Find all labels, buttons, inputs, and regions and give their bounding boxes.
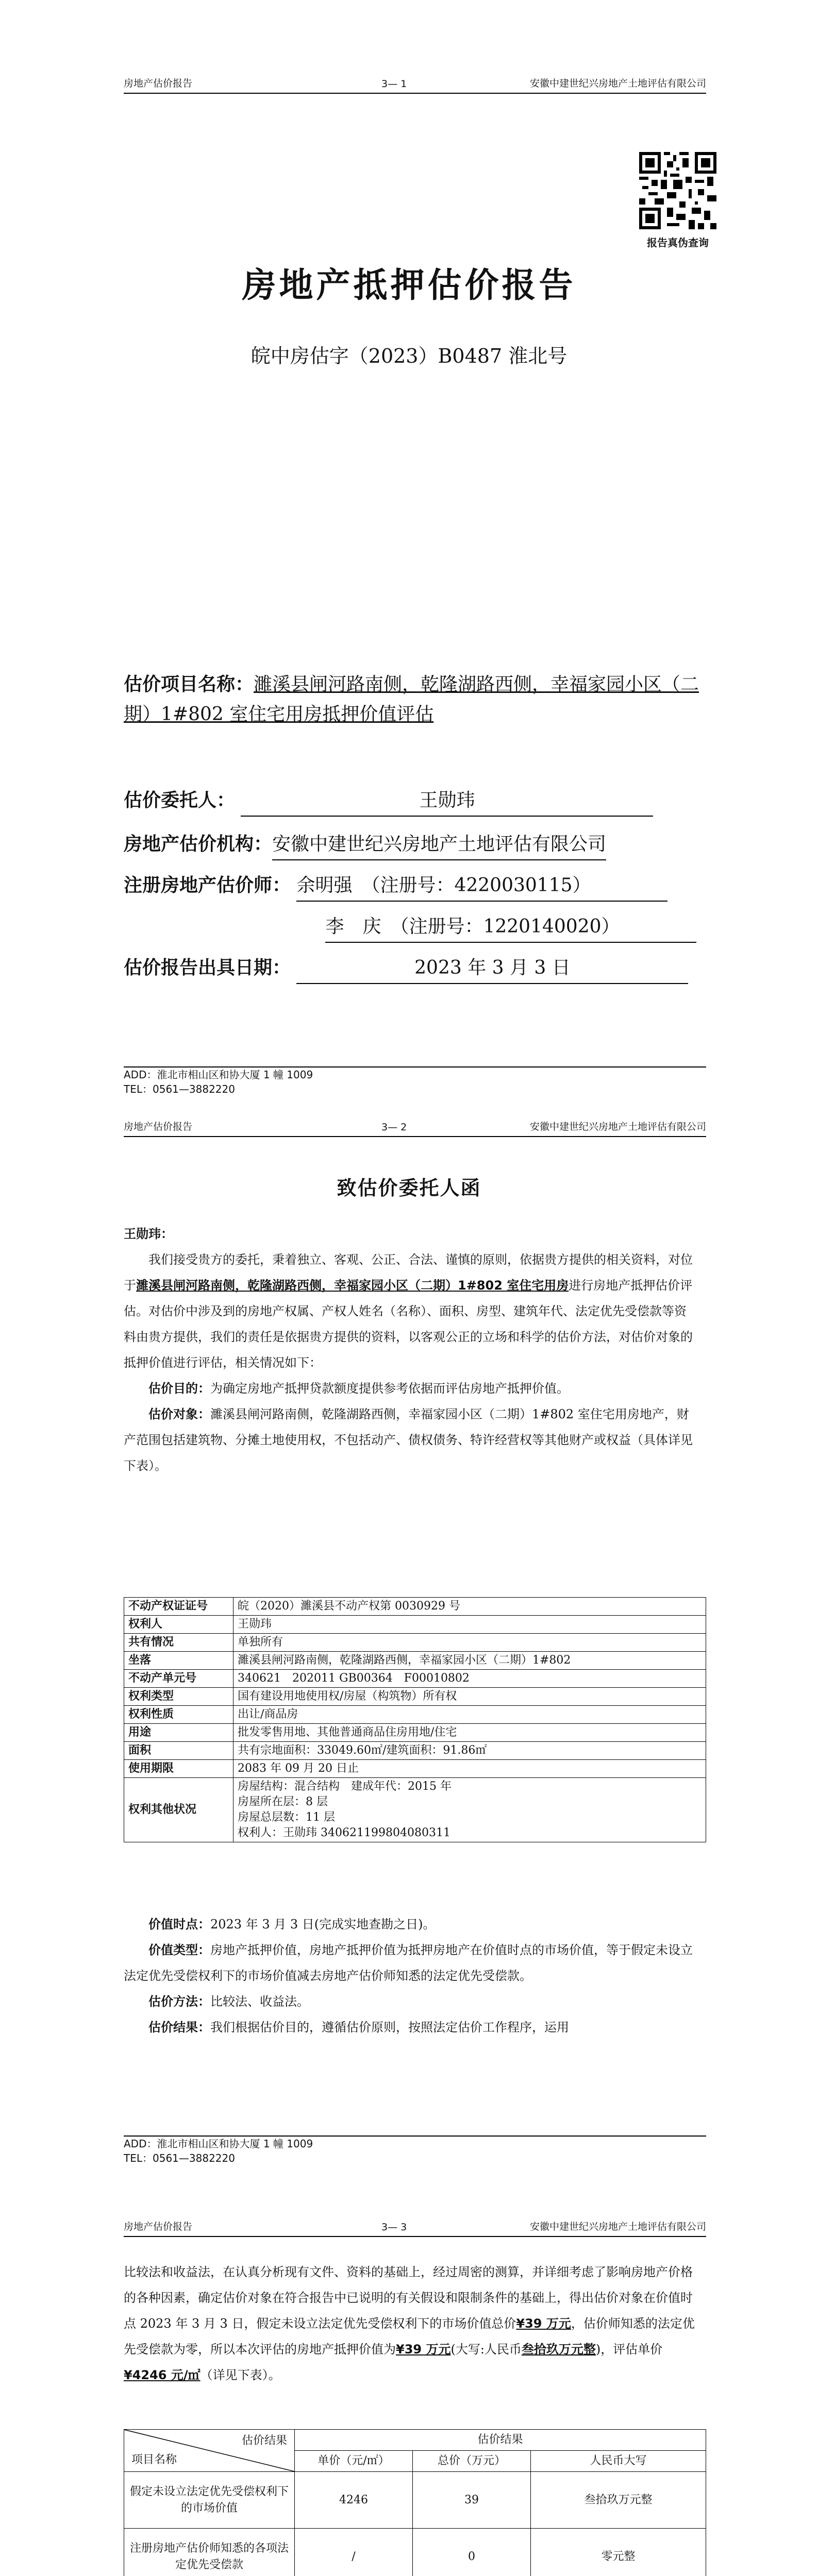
table-key: 权利类型 — [124, 1688, 233, 1706]
intro-text-c: 进行房地产抵押估价评估。对估价中涉及到的房地产权属、产权人姓名（名称）、面积、房型、建筑年代、法定优先受偿款等资料由贵方提供，我们的责任是依据贵方提供的资料，以客观公正的立场和科学的估价方法，对估价对象的抵押价值进行评估，相关情况如下： — [124, 1278, 693, 1370]
result-text-d: (大写:人民币 — [450, 2342, 522, 2357]
row-name: 注册房地产估价师知悉的各项法定优先受偿款 — [124, 2529, 295, 2576]
appraiser-2: 李 庆 （注册号：1220140020） — [325, 912, 696, 943]
date-label: 估价报告出具日期： — [124, 957, 291, 978]
org-row — [124, 829, 706, 860]
table-value: 皖（2020）濉溪县不动产权第 0030929 号 — [233, 1598, 706, 1616]
column-header: 总价（万元） — [413, 2451, 531, 2472]
value-type-paragraph — [124, 1937, 696, 1989]
result-text-f: （详见下表）。 — [200, 2368, 281, 2382]
table-key: 用途 — [124, 1724, 233, 1742]
letter-title: 致估价委托人函 — [337, 1176, 481, 1199]
unit-price: ¥4246 元/㎡ — [124, 2368, 201, 2382]
table-value: 王勋玮 — [233, 1616, 706, 1634]
value-time-text: 2023 年 3 月 3 日(完成实地查勘之日)。 — [210, 1917, 436, 1931]
table-row — [124, 1724, 706, 1742]
upper-value: 叁拾玖万元整 — [521, 2342, 596, 2357]
table-key: 坐落 — [124, 1652, 233, 1670]
table-key: 使用期限 — [124, 1760, 233, 1778]
other-status-cell — [233, 1778, 706, 1842]
object-label: 估价对象： — [148, 1407, 210, 1421]
org-label: 房地产估价机构： — [124, 834, 273, 855]
table-value: 国有建设用地使用权/房屋（构筑物）所有权 — [233, 1688, 706, 1706]
project-name-label: 估价项目名称： — [124, 674, 254, 695]
intro-text-a: 我们接受贵方的委托，秉着独立、客观、公正、合法、谨慎的原则，依据贵方提供的相关资料，对位于 — [124, 1252, 693, 1293]
table-key: 面积 — [124, 1742, 233, 1760]
table-row — [124, 1634, 706, 1652]
purpose-label: 估价目的： — [148, 1381, 210, 1396]
letter-page-1 — [0, 1100, 818, 2200]
table-row — [124, 1670, 706, 1688]
value-time-label: 价值时点： — [148, 1917, 210, 1931]
org-value: 安徽中建世纪兴房地产土地评估有限公司 — [272, 829, 606, 860]
header-name-label: 项目名称 — [131, 2453, 177, 2466]
footer-tel: TEL：0561—3882220 — [124, 1083, 235, 1095]
header-left: 房地产估价报告 — [124, 78, 193, 89]
value-type-label: 价值类型： — [148, 1943, 210, 1957]
header-left: 房地产估价报告 — [124, 1121, 193, 1132]
result-paragraph — [124, 2259, 696, 2388]
table-row — [124, 1598, 706, 1616]
header-company: 安徽中建世纪兴房地产土地评估有限公司 — [529, 2221, 706, 2232]
header-left: 房地产估价报告 — [124, 2221, 193, 2232]
other-line: 房屋结构：混合结构 建成年代：2015 年 — [238, 1780, 452, 1793]
object-text: 濉溪县闸河路南侧，乾隆湖路西侧，幸福家园小区（二期）1#802 室住宅用房地产，财产范围包括建筑物、分摊土地使用权，不包括动产、债权债务、特许经营权等其他财产或权益（具体详见下表）。 — [124, 1407, 693, 1473]
row-total: 39 — [413, 2472, 531, 2529]
table-key: 权利其他状况 — [124, 1778, 233, 1842]
other-line: 权利人：王勋玮 340621199804080311 — [238, 1826, 450, 1839]
page-footer — [124, 1066, 706, 1104]
table-row — [124, 2430, 706, 2451]
table-value: 批发零售用地、其他普通商品住房用地/住宅 — [233, 1724, 706, 1742]
intro-paragraph — [124, 1247, 696, 1376]
header-page-number: 3— 2 — [381, 1122, 407, 1133]
project-name-value: 濉溪县闸河路南侧，乾隆湖路西侧，幸福家园小区（二期）1#802 室住宅用房抵押价值评估 — [124, 674, 699, 725]
letter-page-2 — [0, 2200, 818, 2576]
table-row — [124, 1688, 706, 1706]
appraiser-row-1 — [124, 871, 706, 902]
footer-address: ADD：淮北市相山区和协大厦 1 幢 1009 — [124, 1069, 313, 1081]
client-label: 估价委托人： — [124, 790, 236, 811]
total-value: ¥39 万元 — [516, 2316, 571, 2331]
header-company: 安徽中建世纪兴房地产土地评估有限公司 — [529, 1121, 706, 1132]
column-header: 单价（元/㎡） — [295, 2451, 413, 2472]
header-item-label: 估价结果 — [241, 2434, 287, 2447]
table-value: 出让/商品房 — [233, 1706, 706, 1724]
qr-code-icon[interactable] — [639, 152, 716, 229]
table-key: 不动产权证证号 — [124, 1598, 233, 1616]
cover-page — [0, 0, 818, 1100]
intro-property: 濉溪县闸河路南侧，乾隆湖路西侧，幸福家园小区（二期）1#802 室住宅用房 — [136, 1278, 569, 1293]
table-row — [124, 2529, 706, 2576]
result-text-a: 我们根据估价目的，遵循估价原则，按照法定估价工作程序，运用 — [210, 2020, 569, 2035]
client-row — [124, 786, 706, 817]
other-line: 房屋总层数：11 层 — [238, 1811, 335, 1824]
table-value: 340621 202011 GB00364 F00010802 — [233, 1670, 706, 1688]
table-row — [124, 1706, 706, 1724]
result-text-e: )，评估单价 — [595, 2342, 663, 2357]
client-value: 王勋玮 — [241, 786, 653, 817]
table-value: 共有宗地面积：33049.60㎡/建筑面积：91.86㎡ — [233, 1742, 706, 1760]
table-key: 不动产单元号 — [124, 1670, 233, 1688]
header-page-number: 3— 3 — [381, 2222, 407, 2233]
row-total: 0 — [413, 2529, 531, 2576]
purpose-text: 为确定房地产抵押贷款额度提供参考依据而评估房地产抵押价值。 — [210, 1381, 569, 1396]
salutation: 王勋玮： — [124, 1227, 173, 1241]
footer-address: ADD：淮北市相山区和协大厦 1 幢 1009 — [124, 2138, 313, 2150]
result-label: 估价结果： — [148, 2020, 210, 2035]
report-title: 房地产抵押估价报告 — [242, 265, 576, 305]
result-paragraph-start — [124, 2014, 696, 2040]
date-value: 2023 年 3 月 3 日 — [296, 953, 688, 984]
table-row — [124, 1616, 706, 1634]
footer-tel: TEL：0561—3882220 — [124, 2152, 235, 2164]
other-line: 房屋所在层：8 层 — [238, 1795, 328, 1808]
object-paragraph — [124, 1401, 696, 1479]
date-row — [124, 953, 706, 984]
result-table — [124, 2429, 706, 2576]
table-row — [124, 1760, 706, 1778]
table-row — [124, 1778, 706, 1842]
result-paragraph-cont — [124, 2259, 696, 2388]
diagonal-header-cell — [124, 2430, 295, 2472]
table-key: 共有情况 — [124, 1634, 233, 1652]
appraiser-1: 余明强 （注册号：4220030115） — [296, 871, 667, 902]
value-time-paragraph — [124, 1911, 696, 1937]
result-text-b: 比较法和收益法，在认真分析现有文件、资料的基础上，经过周密的测算，并详细考虑了影响房地产价格的各种因素，确定估价对象在符合报告中已说明的有关假设和限制条件的基础上，得出估价对象在价值时点 2023 年 3 月 3 日，假定未设立法定优先受偿权利下的市场价值总价 — [124, 2265, 693, 2331]
table-value: 单独所有 — [233, 1634, 706, 1652]
report-number: 皖中房估字（2023）B0487 淮北号 — [251, 345, 567, 367]
mortgage-value: ¥39 万元 — [396, 2342, 451, 2357]
appraiser-label: 注册房地产估价师： — [124, 875, 291, 896]
row-unit-price: / — [295, 2529, 413, 2576]
method-paragraph — [124, 1989, 696, 2014]
header-company: 安徽中建世纪兴房地产土地评估有限公司 — [529, 78, 706, 89]
page-header — [124, 77, 706, 94]
page-footer — [124, 2136, 706, 2173]
header-page-number: 3— 1 — [381, 78, 407, 90]
result-text-c: ，估价师知悉的法定优先受偿款为零，所以本次评估的房地产抵押价值为 — [124, 2316, 695, 2357]
row-name: 假定未设立法定优先受偿权利下的市场价值 — [124, 2472, 295, 2529]
table-row — [124, 1652, 706, 1670]
letter-body — [124, 1221, 696, 1479]
letter-body-2 — [124, 1911, 696, 2040]
row-upper: 零元整 — [531, 2529, 706, 2576]
table-row — [124, 2472, 706, 2529]
table-value: 濉溪县闸河路南侧，乾隆湖路西侧，幸福家园小区（二期）1#802 — [233, 1652, 706, 1670]
property-table — [124, 1597, 706, 1842]
method-text: 比较法、收益法。 — [210, 1994, 309, 2009]
row-unit-price: 4246 — [295, 2472, 413, 2529]
page-header — [124, 1121, 706, 1137]
table-key: 权利人 — [124, 1616, 233, 1634]
project-name-row — [124, 670, 706, 730]
row-upper: 叁拾玖万元整 — [531, 2472, 706, 2529]
purpose-paragraph — [124, 1376, 696, 1401]
appraiser-row-2 — [124, 912, 706, 943]
table-row — [124, 1742, 706, 1760]
qr-caption: 报告真伪查询 — [647, 236, 709, 249]
table-value: 2083 年 09 月 20 日止 — [233, 1760, 706, 1778]
value-type-text: 房地产抵押价值，房地产抵押价值为抵押房地产在价值时点的市场价值，等于假定未设立法定优先受偿权利下的市场价值减去房地产估价师知悉的法定优先受偿款。 — [124, 1943, 693, 1983]
table-key: 权利性质 — [124, 1706, 233, 1724]
column-header: 人民币大写 — [531, 2451, 706, 2472]
header-result-label: 估价结果 — [295, 2430, 706, 2451]
page-header — [124, 2221, 706, 2237]
method-label: 估价方法： — [148, 1994, 210, 2009]
